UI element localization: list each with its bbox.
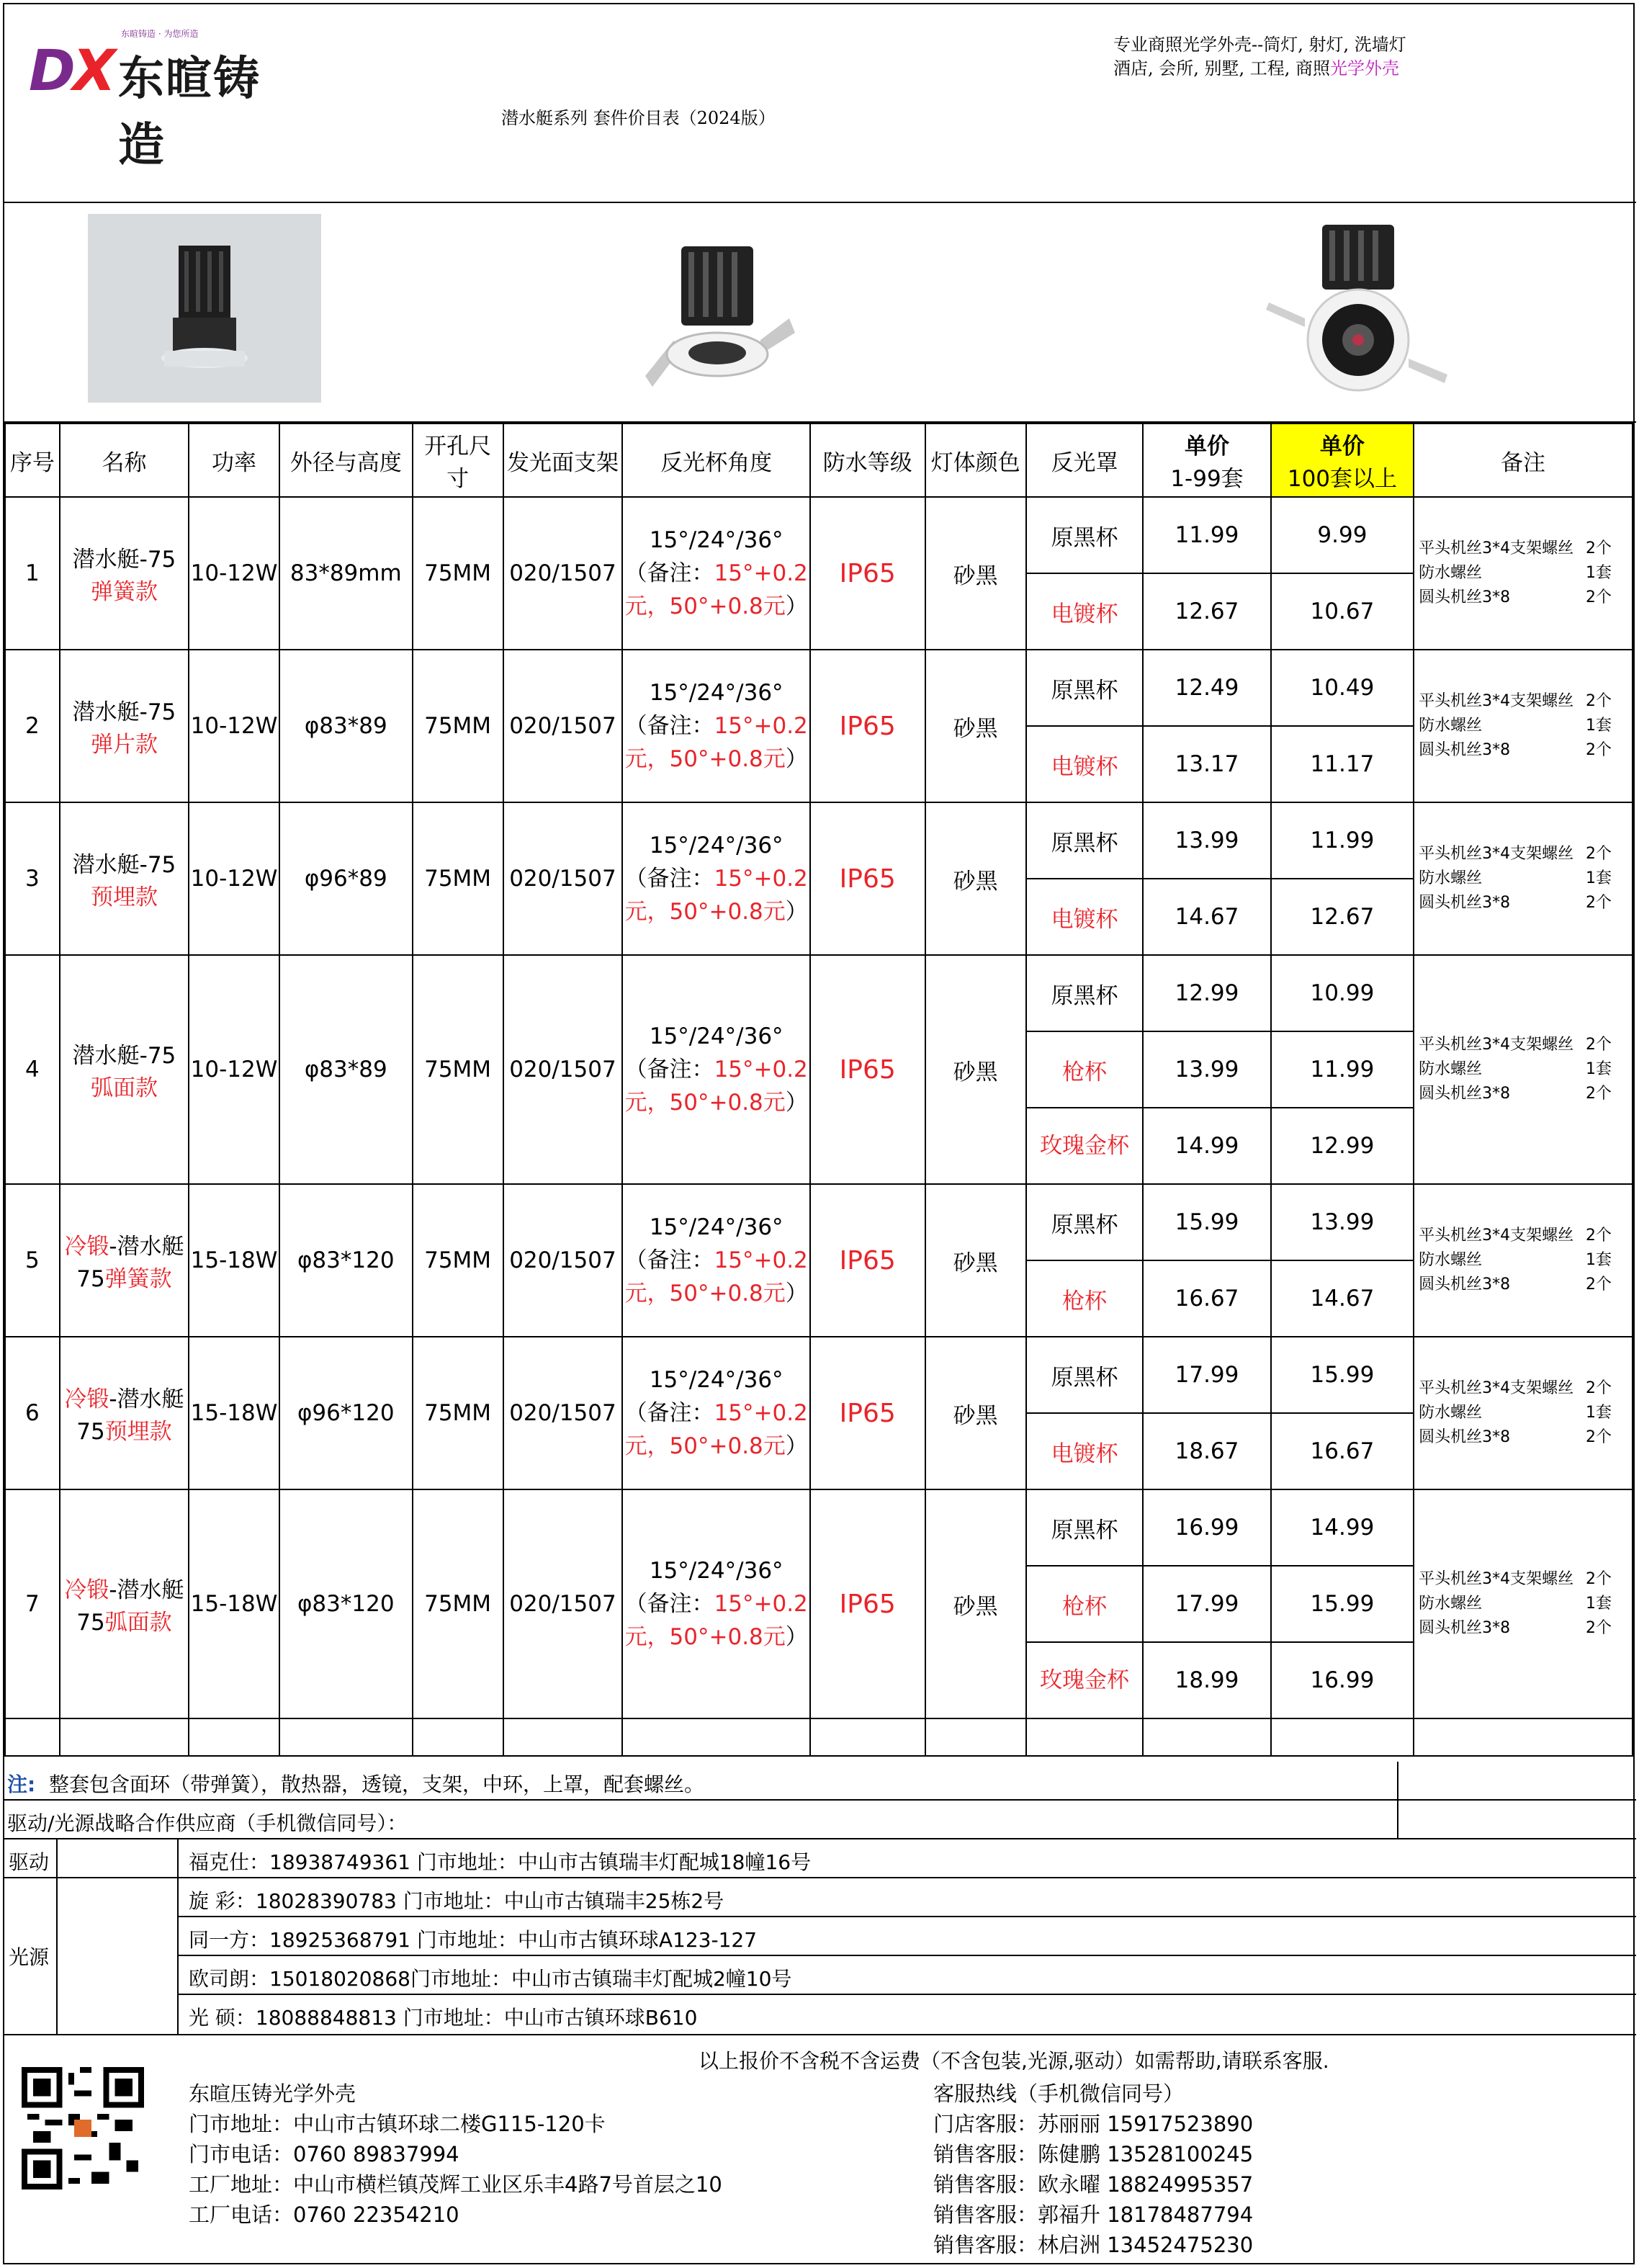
product-photo-2 <box>631 232 804 398</box>
price-list-sheet <box>3 3 1635 2264</box>
cell-price-1: 17.99 <box>1143 1337 1270 1413</box>
cell-bracket: 020/1507 <box>503 1489 623 1718</box>
cell-ip: IP65 <box>810 1489 925 1718</box>
cell-seq: 2 <box>5 650 60 802</box>
remark-item: 圆头机丝3*8 2个 <box>1419 1085 1612 1103</box>
cell-cutout: 75MM <box>413 497 503 650</box>
cell-reflector: 枪杯 <box>1026 1260 1143 1337</box>
cell-cutout: 75MM <box>413 1489 503 1718</box>
table-row <box>5 1184 1633 1260</box>
slogan-line-2: 酒店, 会所, 别墅, 工程, 商照光学外壳 <box>1113 58 1400 79</box>
cell-cutout: 75MM <box>413 802 503 955</box>
cell-price-1: 18.99 <box>1143 1642 1270 1718</box>
remark-item: 防水螺丝 1套 <box>1419 869 1612 887</box>
header-price-2: 单价 100套以上 <box>1271 423 1414 497</box>
contact-line: 销售客服：陈健鹏 13528100245 <box>933 2142 1254 2166</box>
page-title: 潜水艇系列 套件价目表（2024版） <box>501 108 776 128</box>
cell-color: 砂黑 <box>925 497 1026 650</box>
cell-remark <box>1414 802 1633 955</box>
remark-item: 平头机丝3*4支架螺丝 2个 <box>1419 845 1612 863</box>
cell-power: 10-12W <box>189 497 279 650</box>
cell-price-1: 13.99 <box>1143 802 1270 879</box>
remark-item: 防水螺丝 1套 <box>1419 1251 1612 1269</box>
cell-name: 潜水艇-75 弧面款 <box>60 955 189 1184</box>
table-row <box>5 802 1633 879</box>
cell-size: φ83*120 <box>279 1489 413 1718</box>
table-header-row <box>5 423 1633 497</box>
cell-ip: IP65 <box>810 1337 925 1489</box>
cell-power: 10-12W <box>189 955 279 1184</box>
cell-power: 15-18W <box>189 1337 279 1489</box>
cell-price-2: 10.99 <box>1271 955 1414 1031</box>
cell-name: 冷锻-潜水艇 75预埋款 <box>60 1337 189 1489</box>
cell-bracket: 020/1507 <box>503 1337 623 1489</box>
remark-item: 平头机丝3*4支架螺丝 2个 <box>1419 692 1612 710</box>
remark-item: 圆头机丝3*8 2个 <box>1419 1276 1612 1294</box>
table-row <box>5 650 1633 726</box>
cell-reflector: 玫瑰金杯 <box>1026 1642 1143 1718</box>
slogan <box>1113 33 1406 81</box>
product-photo-3 <box>1265 218 1452 405</box>
cell-price-2: 11.17 <box>1271 726 1414 802</box>
note-label: 注: <box>7 1772 36 1796</box>
cell-reflector: 原黑杯 <box>1026 1489 1143 1566</box>
contact-line: 销售客服：欧永曜 18824995357 <box>933 2172 1254 2197</box>
cell-power: 10-12W <box>189 650 279 802</box>
contact-line: 销售客服：郭福升 18178487794 <box>933 2202 1254 2227</box>
remark-item: 圆头机丝3*8 2个 <box>1419 1619 1612 1637</box>
cell-reflector: 原黑杯 <box>1026 1337 1143 1413</box>
qr-code <box>22 2067 144 2189</box>
cell-name: 潜水艇-75 预埋款 <box>60 802 189 955</box>
cell-price-1: 13.17 <box>1143 726 1270 802</box>
remark-item: 防水螺丝 1套 <box>1419 564 1612 582</box>
partners-title: 驱动/光源战略合作供应商（手机微信同号）： <box>7 1811 408 1835</box>
cell-price-2: 10.67 <box>1271 573 1414 650</box>
store-address: 门市地址：中山市古镇环球二楼G115-120卡 <box>189 2112 606 2136</box>
cell-cutout: 75MM <box>413 650 503 802</box>
cell-price-2: 12.67 <box>1271 879 1414 955</box>
cell-remark <box>1414 1337 1633 1489</box>
header-ip: 防水等级 <box>810 423 925 497</box>
product-photos <box>4 203 1636 423</box>
cell-seq: 5 <box>5 1184 60 1337</box>
cell-color: 砂黑 <box>925 650 1026 802</box>
cell-size: φ96*120 <box>279 1337 413 1489</box>
cell-price-2: 12.99 <box>1271 1108 1414 1184</box>
driver-label-cell: 驱动 <box>4 1839 177 1878</box>
remark-item: 圆头机丝3*8 2个 <box>1419 894 1612 912</box>
cell-cutout: 75MM <box>413 1184 503 1337</box>
header-name: 名称 <box>60 423 189 497</box>
cell-color: 砂黑 <box>925 955 1026 1184</box>
remark-item: 防水螺丝 1套 <box>1419 1404 1612 1422</box>
cell-remark <box>1414 1489 1633 1718</box>
contact-line: 门店客服：苏丽丽 15917523890 <box>933 2112 1254 2136</box>
cell-price-1: 13.99 <box>1143 1031 1270 1108</box>
remark-item: 圆头机丝3*8 2个 <box>1419 588 1612 606</box>
supplier-row: 旋 彩：18028390783 门市地址：中山市古镇瑞丰25栋2号 <box>177 1878 1636 1917</box>
cell-angle: 15°/24°/36° （备注：15°+0.2 元，50°+0.8元） <box>622 1184 810 1337</box>
header-remark: 备注 <box>1414 423 1633 497</box>
cell-ip: IP65 <box>810 650 925 802</box>
hotline-title: 客服热线（手机微信同号） <box>933 2081 1185 2106</box>
remark-item: 平头机丝3*4支架螺丝 2个 <box>1419 1227 1612 1245</box>
cell-seq: 4 <box>5 955 60 1184</box>
cell-seq: 1 <box>5 497 60 650</box>
contact-line: 销售客服：林启洲 13452475230 <box>933 2233 1254 2257</box>
cell-power: 15-18W <box>189 1489 279 1718</box>
cell-price-1: 18.67 <box>1143 1413 1270 1489</box>
cell-ip: IP65 <box>810 802 925 955</box>
cell-remark <box>1414 497 1633 650</box>
slogan-line-1: 专业商照光学外壳--筒灯, 射灯, 洗墙灯 <box>1113 35 1406 55</box>
cell-price-1: 14.67 <box>1143 879 1270 955</box>
cell-price-1: 12.49 <box>1143 650 1270 726</box>
cell-remark <box>1414 1184 1633 1337</box>
cell-cutout: 75MM <box>413 955 503 1184</box>
logo-dx-mark: DX <box>29 39 113 104</box>
supplier-row: 欧司朗：15018020868门市地址：中山市古镇瑞丰灯配城2幢10号 <box>177 1956 1636 1995</box>
remark-item: 圆头机丝3*8 2个 <box>1419 741 1612 759</box>
remark-item: 防水螺丝 1套 <box>1419 717 1612 735</box>
cell-bracket: 020/1507 <box>503 497 623 650</box>
remark-item: 圆头机丝3*8 2个 <box>1419 1428 1612 1446</box>
cell-reflector: 原黑杯 <box>1026 497 1143 573</box>
company-info <box>189 2079 722 2230</box>
remark-item: 防水螺丝 1套 <box>1419 1595 1612 1613</box>
note-row <box>4 1762 1636 1801</box>
logo-name: 东暄铸造 <box>118 53 261 172</box>
cell-reflector: 电镀杯 <box>1026 1413 1143 1489</box>
cell-size: 83*89mm <box>279 497 413 650</box>
cell-name: 潜水艇-75 弹片款 <box>60 650 189 802</box>
cell-power: 15-18W <box>189 1184 279 1337</box>
cell-price-2: 13.99 <box>1271 1184 1414 1260</box>
header-price-1: 单价 1-99套 <box>1143 423 1270 497</box>
cell-ip: IP65 <box>810 955 925 1184</box>
cell-price-1: 16.67 <box>1143 1260 1270 1337</box>
table-row <box>5 955 1633 1031</box>
product-photo-1 <box>88 214 321 403</box>
cell-size: φ83*120 <box>279 1184 413 1337</box>
header-bracket: 发光面支架 <box>503 423 623 497</box>
cell-price-1: 11.99 <box>1143 497 1270 573</box>
store-phone: 门市电话：0760 89837994 <box>189 2142 459 2166</box>
cell-bracket: 020/1507 <box>503 802 623 955</box>
disclaimer: 以上报价不含税不含运费（不含包装,光源,驱动）如需帮助,请联系客服. <box>699 2049 1329 2073</box>
cell-price-2: 11.99 <box>1271 1031 1414 1108</box>
cell-price-2: 14.99 <box>1271 1489 1414 1566</box>
header-cutout: 开孔尺寸 <box>413 423 503 497</box>
cell-remark <box>1414 650 1633 802</box>
cell-color: 砂黑 <box>925 1337 1026 1489</box>
cell-price-1: 15.99 <box>1143 1184 1270 1260</box>
cell-color: 砂黑 <box>925 1184 1026 1337</box>
cell-price-1: 12.67 <box>1143 573 1270 650</box>
company-logo <box>29 29 302 172</box>
cell-reflector: 电镀杯 <box>1026 726 1143 802</box>
logo-tagline: 东暄铸造 · 为您所造 <box>121 29 199 39</box>
cell-name: 冷锻-潜水艇 75弧面款 <box>60 1489 189 1718</box>
cell-reflector: 原黑杯 <box>1026 955 1143 1031</box>
remark-item: 平头机丝3*4支架螺丝 2个 <box>1419 539 1612 557</box>
table-row <box>5 1489 1633 1566</box>
supplier-row: 光 硕：18088848813 门市地址：中山市古镇环球B610 <box>189 2006 698 2030</box>
header-seq: 序号 <box>5 423 60 497</box>
cell-remark <box>1414 955 1633 1184</box>
cell-price-1: 17.99 <box>1143 1566 1270 1642</box>
cell-price-1: 14.99 <box>1143 1108 1270 1184</box>
cell-angle: 15°/24°/36° （备注：15°+0.2 元，50°+0.8元） <box>622 955 810 1184</box>
cell-reflector: 玫瑰金杯 <box>1026 1108 1143 1184</box>
remark-item: 平头机丝3*4支架螺丝 2个 <box>1419 1379 1612 1397</box>
cell-color: 砂黑 <box>925 802 1026 955</box>
light-label-cell: 光源 <box>9 1945 50 1969</box>
cell-angle: 15°/24°/36° （备注：15°+0.2 元，50°+0.8元） <box>622 1489 810 1718</box>
company-name: 东暄压铸光学外壳 <box>189 2081 356 2106</box>
table-row <box>5 497 1633 573</box>
cell-reflector: 枪杯 <box>1026 1031 1143 1108</box>
cell-name: 潜水艇-75 弹簧款 <box>60 497 189 650</box>
cell-angle: 15°/24°/36° （备注：15°+0.2 元，50°+0.8元） <box>622 497 810 650</box>
factory-address: 工厂地址：中山市横栏镇茂辉工业区乐丰4路7号首层之10 <box>189 2172 722 2197</box>
note-text: 整套包含面环（带弹簧），散热器，透镜，支架，中环，上罩，配套螺丝。 <box>49 1772 705 1796</box>
header-size: 外径与高度 <box>279 423 413 497</box>
cell-reflector: 原黑杯 <box>1026 802 1143 879</box>
blank-row <box>5 1718 1633 1756</box>
header-power: 功率 <box>189 423 279 497</box>
remark-item: 平头机丝3*4支架螺丝 2个 <box>1419 1036 1612 1054</box>
cell-cutout: 75MM <box>413 1337 503 1489</box>
cell-reflector: 电镀杯 <box>1026 879 1143 955</box>
cell-seq: 3 <box>5 802 60 955</box>
cell-price-2: 10.49 <box>1271 650 1414 726</box>
cell-price-2: 11.99 <box>1271 802 1414 879</box>
cell-price-2: 16.99 <box>1271 1642 1414 1718</box>
cell-reflector: 原黑杯 <box>1026 1184 1143 1260</box>
header-color: 灯体颜色 <box>925 423 1026 497</box>
partners-title-row <box>4 1801 1636 1839</box>
cell-price-2: 15.99 <box>1271 1566 1414 1642</box>
cell-reflector: 原黑杯 <box>1026 650 1143 726</box>
factory-phone: 工厂电话：0760 22354210 <box>189 2202 459 2227</box>
header <box>4 4 1636 203</box>
cell-price-2: 15.99 <box>1271 1337 1414 1413</box>
remark-item: 防水螺丝 1套 <box>1419 1060 1612 1078</box>
cell-size: φ83*89 <box>279 650 413 802</box>
cell-ip: IP65 <box>810 1184 925 1337</box>
supplier-row: 同一方：18925368791 门市地址：中山市古镇环球A123-127 <box>177 1917 1636 1956</box>
price-table <box>4 423 1633 1757</box>
header-reflector: 反光罩 <box>1026 423 1143 497</box>
header-angle: 反光杯角度 <box>622 423 810 497</box>
cell-angle: 15°/24°/36° （备注：15°+0.2 元，50°+0.8元） <box>622 802 810 955</box>
cell-angle: 15°/24°/36° （备注：15°+0.2 元，50°+0.8元） <box>622 1337 810 1489</box>
cell-angle: 15°/24°/36° （备注：15°+0.2 元，50°+0.8元） <box>622 650 810 802</box>
cell-color: 砂黑 <box>925 1489 1026 1718</box>
cell-bracket: 020/1507 <box>503 1184 623 1337</box>
cell-seq: 7 <box>5 1489 60 1718</box>
cell-seq: 6 <box>5 1337 60 1489</box>
cell-size: φ96*89 <box>279 802 413 955</box>
cell-bracket: 020/1507 <box>503 650 623 802</box>
cell-size: φ83*89 <box>279 955 413 1184</box>
cell-price-2: 9.99 <box>1271 497 1414 573</box>
supplier-row: 福克仕：18938749361 门市地址：中山市古镇瑞丰灯配城18幢16号 <box>177 1839 1636 1878</box>
cell-price-1: 16.99 <box>1143 1489 1270 1566</box>
cell-reflector: 枪杯 <box>1026 1566 1143 1642</box>
table-row <box>5 1337 1633 1413</box>
cell-ip: IP65 <box>810 497 925 650</box>
cell-bracket: 020/1507 <box>503 955 623 1184</box>
cell-price-1: 12.99 <box>1143 955 1270 1031</box>
contact-info <box>933 2079 1253 2260</box>
cell-price-2: 14.67 <box>1271 1260 1414 1337</box>
cell-reflector: 电镀杯 <box>1026 573 1143 650</box>
cell-name: 冷锻-潜水艇 75弹簧款 <box>60 1184 189 1337</box>
cell-power: 10-12W <box>189 802 279 955</box>
remark-item: 平头机丝3*4支架螺丝 2个 <box>1419 1570 1612 1588</box>
cell-price-2: 16.67 <box>1271 1413 1414 1489</box>
